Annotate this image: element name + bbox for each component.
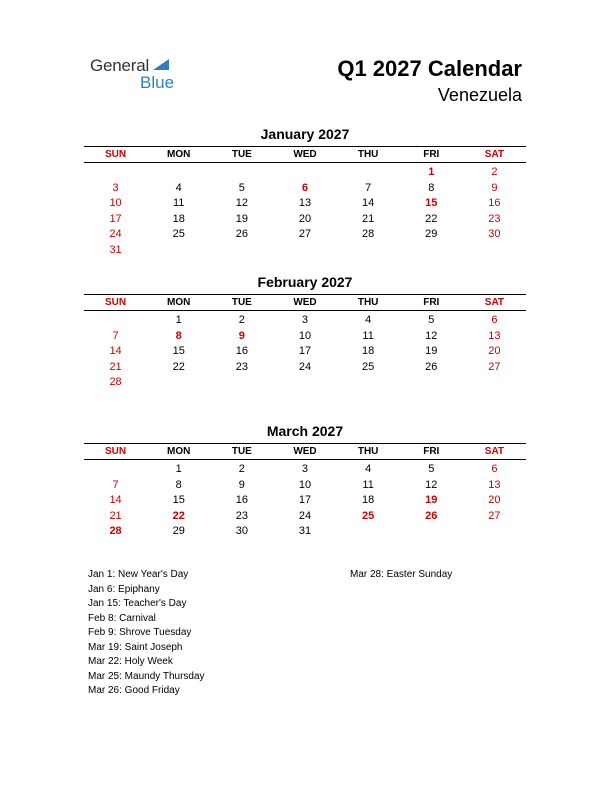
date-cell bbox=[147, 375, 210, 391]
date-cell: 20 bbox=[298, 212, 312, 225]
date-cell bbox=[273, 375, 336, 391]
holiday-date-cell: 8 bbox=[175, 329, 182, 342]
date-cell: 24 bbox=[298, 509, 312, 522]
date-cell bbox=[210, 375, 273, 391]
date-cell: 27 bbox=[298, 228, 312, 241]
date-cell: 20 bbox=[488, 494, 501, 507]
date-cell: 17 bbox=[109, 212, 122, 225]
weekday-label: THU bbox=[357, 297, 379, 308]
holiday-list-right bbox=[350, 568, 452, 583]
date-cell: 15 bbox=[172, 494, 185, 507]
date-cell bbox=[84, 165, 147, 181]
date-cell: 1 bbox=[175, 314, 182, 326]
week-row bbox=[84, 227, 526, 243]
date-cell: 24 bbox=[298, 360, 312, 373]
date-cell: 12 bbox=[425, 478, 438, 491]
date-cell: 31 bbox=[109, 243, 122, 256]
holiday-date-cell: 15 bbox=[425, 197, 438, 210]
date-cell: 29 bbox=[425, 228, 438, 241]
holiday-date-cell: 6 bbox=[301, 181, 309, 194]
holiday-date-cell: 19 bbox=[425, 494, 438, 507]
date-cell: 24 bbox=[109, 228, 122, 241]
holiday-entry: Feb 8: Carnival bbox=[88, 612, 156, 624]
weekday-header-row bbox=[84, 146, 526, 163]
logo-general-text: General bbox=[90, 56, 150, 75]
week-row bbox=[84, 493, 526, 509]
date-cell bbox=[210, 165, 273, 181]
weekday-label: THU bbox=[357, 446, 379, 457]
date-cell bbox=[400, 524, 463, 540]
holiday-entry: Jan 1: New Year's Day bbox=[88, 569, 189, 580]
week-row bbox=[84, 243, 526, 259]
date-cell: 12 bbox=[235, 197, 248, 210]
month-title: March 2027 bbox=[266, 423, 344, 439]
date-cell bbox=[337, 243, 400, 259]
date-cell: 14 bbox=[109, 345, 122, 358]
month-march bbox=[84, 423, 526, 540]
date-cell: 7 bbox=[112, 478, 119, 491]
weekday-label: THU bbox=[357, 149, 379, 160]
date-cell: 12 bbox=[425, 329, 438, 342]
date-cell bbox=[84, 462, 147, 478]
holiday-date-cell: 9 bbox=[238, 329, 245, 342]
weekday-label: TUE bbox=[231, 446, 252, 457]
date-cell: 20 bbox=[488, 345, 501, 358]
date-cell: 19 bbox=[425, 345, 438, 358]
date-cell: 28 bbox=[109, 376, 122, 389]
holiday-entry: Mar 22: Holy Week bbox=[88, 656, 173, 667]
date-cell: 2 bbox=[238, 314, 245, 326]
date-cell bbox=[147, 243, 210, 259]
date-cell: 10 bbox=[298, 329, 312, 342]
date-cell bbox=[210, 243, 273, 259]
date-cell: 7 bbox=[365, 181, 372, 194]
logo-blue-text: Blue bbox=[140, 73, 175, 92]
date-cell bbox=[273, 243, 336, 259]
month-february bbox=[84, 274, 526, 391]
date-cell bbox=[400, 375, 463, 391]
date-cell: 22 bbox=[425, 212, 438, 225]
date-cell bbox=[463, 375, 526, 391]
date-cell: 1 bbox=[175, 463, 182, 475]
week-row bbox=[84, 329, 526, 345]
weekday-label: FRI bbox=[423, 446, 440, 457]
week-row bbox=[84, 196, 526, 212]
date-cell: 13 bbox=[488, 329, 501, 342]
week-row bbox=[84, 165, 526, 181]
date-cell: 2 bbox=[238, 463, 245, 475]
week-row bbox=[84, 313, 526, 329]
date-cell: 28 bbox=[362, 228, 375, 241]
holiday-entry: Mar 19: Saint Joseph bbox=[88, 641, 183, 653]
date-cell: 14 bbox=[362, 197, 375, 210]
date-cell: 10 bbox=[109, 197, 122, 210]
date-cell: 31 bbox=[298, 525, 312, 538]
week-row bbox=[84, 212, 526, 228]
logo-triangle-icon bbox=[153, 59, 169, 70]
date-cell bbox=[463, 243, 526, 259]
date-cell: 25 bbox=[172, 228, 185, 241]
date-cell: 10 bbox=[298, 478, 312, 491]
date-cell: 21 bbox=[109, 360, 122, 373]
date-cell: 18 bbox=[172, 212, 185, 225]
date-cell: 21 bbox=[109, 509, 122, 522]
holiday-entry: Mar 26: Good Friday bbox=[88, 685, 180, 696]
date-cell: 4 bbox=[365, 314, 372, 326]
date-cell: 2 bbox=[491, 166, 498, 178]
date-cell: 15 bbox=[172, 345, 185, 358]
date-cell: 6 bbox=[491, 314, 498, 326]
date-cell: 9 bbox=[238, 478, 245, 491]
weekday-label: FRI bbox=[423, 297, 440, 308]
date-cell: 23 bbox=[235, 360, 248, 373]
date-cell: 8 bbox=[428, 181, 435, 194]
week-row bbox=[84, 360, 526, 376]
holiday-entry: Jan 6: Epiphany bbox=[88, 583, 160, 595]
date-cell: 16 bbox=[235, 345, 248, 358]
month-title: February 2027 bbox=[257, 274, 353, 290]
weekday-label: MON bbox=[167, 446, 191, 457]
date-cell: 29 bbox=[172, 525, 185, 538]
date-cell: 5 bbox=[238, 181, 245, 194]
date-cell: 30 bbox=[488, 228, 501, 241]
date-cell bbox=[463, 524, 526, 540]
date-cell: 11 bbox=[362, 329, 374, 342]
holiday-entry: Jan 15: Teacher's Day bbox=[88, 598, 187, 609]
week-row bbox=[84, 181, 526, 197]
date-cell: 27 bbox=[488, 509, 501, 522]
weekday-label: WED bbox=[293, 297, 317, 308]
date-cell: 9 bbox=[491, 181, 498, 194]
date-cell: 16 bbox=[235, 494, 248, 507]
date-cell bbox=[84, 313, 147, 329]
weekday-label: FRI bbox=[423, 149, 440, 160]
date-cell: 18 bbox=[362, 345, 375, 358]
country-name: Venezuela bbox=[437, 85, 522, 105]
holiday-date-cell: 26 bbox=[425, 509, 438, 522]
weekday-label: SUN bbox=[105, 297, 127, 308]
date-cell: 17 bbox=[298, 345, 312, 358]
page-title: Q1 2027 Calendar bbox=[337, 56, 522, 81]
date-cell: 26 bbox=[235, 228, 248, 241]
date-cell: 3 bbox=[301, 314, 309, 326]
week-row bbox=[84, 375, 526, 391]
week-row bbox=[84, 509, 526, 525]
date-cell: 3 bbox=[301, 463, 309, 475]
holiday-date-cell: 25 bbox=[362, 509, 375, 522]
date-cell: 4 bbox=[175, 181, 182, 194]
holiday-date-cell: 22 bbox=[172, 509, 185, 522]
date-cell: 11 bbox=[362, 478, 374, 491]
month-january bbox=[84, 126, 526, 259]
date-cell: 4 bbox=[365, 463, 372, 475]
weekday-label: SUN bbox=[105, 149, 127, 160]
weekday-header-row bbox=[84, 443, 526, 460]
date-cell: 7 bbox=[112, 329, 119, 342]
date-cell bbox=[337, 165, 400, 181]
holiday-date-cell: 1 bbox=[428, 166, 435, 178]
logo bbox=[90, 56, 200, 96]
weekday-label: WED bbox=[293, 149, 317, 160]
date-cell: 3 bbox=[112, 181, 119, 194]
holiday-date-cell: 28 bbox=[109, 525, 122, 538]
date-cell: 16 bbox=[488, 197, 501, 210]
weekday-header-row bbox=[84, 294, 526, 311]
date-cell: 17 bbox=[298, 494, 312, 507]
date-cell: 5 bbox=[428, 463, 435, 475]
weekday-label: TUE bbox=[231, 149, 252, 160]
weekday-label: MON bbox=[167, 149, 191, 160]
date-cell: 11 bbox=[173, 197, 185, 210]
date-cell: 13 bbox=[298, 197, 312, 210]
week-row bbox=[84, 344, 526, 360]
holiday-entry: Mar 28: Easter Sunday bbox=[350, 569, 453, 580]
date-cell: 23 bbox=[235, 509, 248, 522]
holiday-entry: Mar 25: Maundy Thursday bbox=[88, 670, 205, 682]
weekday-label: TUE bbox=[231, 297, 252, 308]
week-row bbox=[84, 478, 526, 494]
date-cell: 21 bbox=[362, 212, 375, 225]
date-cell: 25 bbox=[362, 360, 375, 373]
week-row bbox=[84, 462, 526, 478]
date-cell bbox=[147, 165, 210, 181]
week-row bbox=[84, 524, 526, 540]
weekday-label: SUN bbox=[105, 446, 127, 457]
date-cell: 13 bbox=[488, 478, 501, 491]
date-cell bbox=[337, 524, 400, 540]
date-cell bbox=[337, 375, 400, 391]
date-cell bbox=[273, 165, 336, 181]
date-cell: 19 bbox=[235, 212, 248, 225]
weekday-label: SAT bbox=[484, 297, 505, 308]
date-cell: 18 bbox=[362, 494, 375, 507]
date-cell: 22 bbox=[172, 360, 185, 373]
date-cell: 30 bbox=[235, 525, 248, 538]
date-cell: 6 bbox=[491, 463, 498, 475]
weekday-label: MON bbox=[167, 297, 191, 308]
holiday-entry: Feb 9: Shrove Tuesday bbox=[88, 627, 192, 638]
weekday-label: WED bbox=[293, 446, 317, 457]
date-cell: 27 bbox=[488, 360, 501, 373]
weekday-label: SAT bbox=[484, 446, 505, 457]
date-cell: 26 bbox=[425, 360, 438, 373]
weekday-label: SAT bbox=[484, 149, 505, 160]
date-cell bbox=[400, 243, 463, 259]
date-cell: 23 bbox=[488, 212, 501, 225]
date-cell: 5 bbox=[428, 314, 435, 326]
date-cell: 8 bbox=[175, 478, 182, 491]
month-title: January 2027 bbox=[260, 126, 350, 142]
date-cell: 14 bbox=[109, 494, 122, 507]
holiday-list-left bbox=[88, 568, 205, 699]
